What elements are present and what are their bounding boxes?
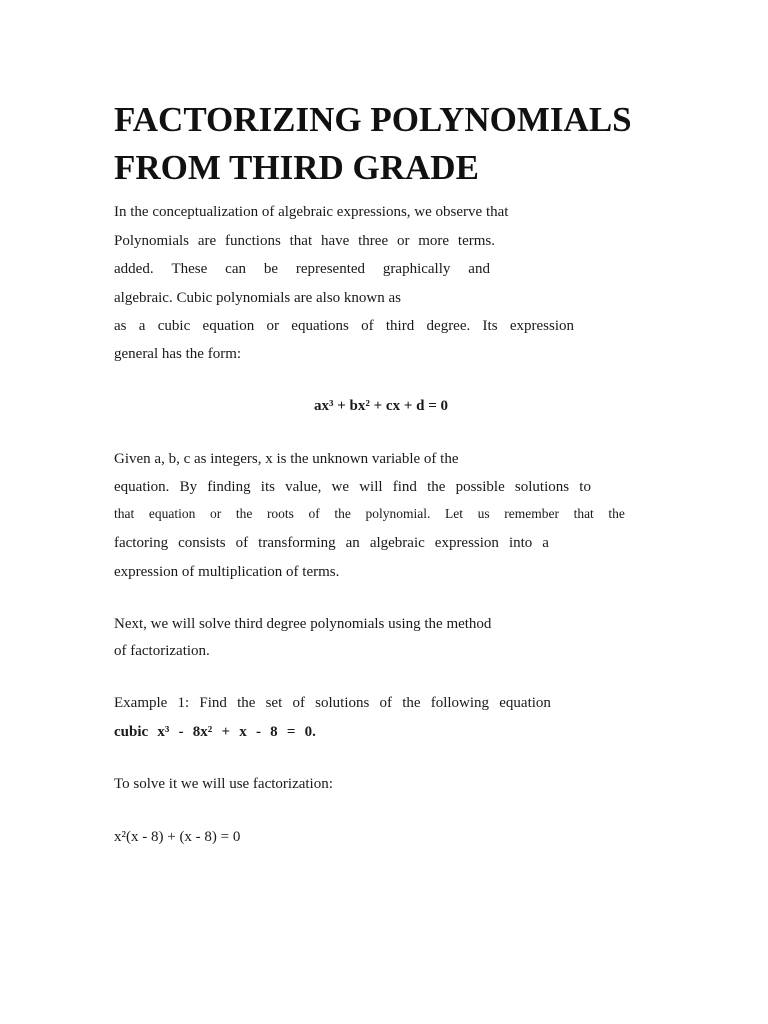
word: algebraic [369, 535, 425, 551]
word: remember [504, 506, 559, 521]
word: the [608, 506, 625, 521]
word: - [178, 724, 184, 740]
word: find [392, 479, 417, 495]
word: expression [509, 318, 574, 334]
word: of [361, 318, 374, 334]
word: are [197, 233, 217, 249]
word: into [508, 535, 533, 551]
word: Find [199, 695, 227, 711]
word: factoring [114, 535, 169, 551]
paragraph-line [114, 259, 490, 279]
word: third [385, 318, 415, 334]
paragraph-line [114, 316, 574, 336]
word: a [138, 318, 146, 334]
word: Example [114, 695, 168, 711]
example-equation [114, 722, 316, 742]
word: + [221, 724, 231, 740]
word: represented [295, 261, 366, 277]
word: equation [202, 318, 255, 334]
word: three [358, 233, 389, 249]
word: that [573, 506, 594, 521]
word: expression [434, 535, 499, 551]
word: x³ [157, 724, 170, 740]
word: cubic [157, 318, 191, 334]
word: the [402, 695, 421, 711]
word: = [286, 724, 296, 740]
word: the [235, 506, 253, 521]
word: or [396, 233, 410, 249]
word: a [542, 535, 549, 551]
paragraph-line: general has the form: [114, 346, 242, 362]
word: 8 [270, 724, 278, 740]
word: degree. [426, 318, 471, 334]
word: value, [285, 479, 322, 495]
word: 0. [304, 724, 316, 740]
word: the [334, 506, 351, 521]
paragraph-line [114, 477, 591, 497]
word: us [477, 506, 490, 521]
paragraph-line: In the conceptualization of algebraic expressions, we observe that [114, 204, 509, 220]
paragraph-line: of factorization. [114, 643, 210, 659]
word: following [430, 695, 490, 711]
word: equation [148, 506, 196, 521]
word: be [263, 261, 279, 277]
paragraph-line: expression of multiplication of terms. [114, 564, 340, 580]
word: of [235, 535, 249, 551]
word: functions [224, 233, 281, 249]
word: of [379, 695, 393, 711]
word: or [209, 506, 222, 521]
word: to [579, 479, 591, 495]
page-title [114, 96, 674, 192]
paragraph-line: algebraic. Cubic polynomials are also known as [114, 290, 402, 306]
step-intro: To solve it we will use factorization: [114, 776, 333, 792]
word: its [260, 479, 275, 495]
word: possible [455, 479, 505, 495]
paragraph-line [114, 231, 495, 251]
word: equations [291, 318, 349, 334]
word: will [359, 479, 383, 495]
word: polynomial. [365, 506, 431, 521]
word: that [289, 233, 313, 249]
word: By [179, 479, 198, 495]
word: 8x² [192, 724, 213, 740]
word: cubic [114, 724, 149, 740]
word: consists [178, 535, 226, 551]
paragraph-line: Next, we will solve third degree polynomials using the method [114, 616, 492, 632]
word: roots [266, 506, 294, 521]
paragraph-line [114, 504, 625, 524]
step-equation: x²(x - 8) + (x - 8) = 0 [114, 829, 241, 845]
paragraph-line [114, 533, 549, 553]
word: solutions [514, 479, 570, 495]
word: or [266, 318, 279, 334]
general-form-equation: ax³ + bx² + cx + d = 0 [313, 398, 449, 414]
word: that [114, 506, 135, 521]
word: of [292, 695, 305, 711]
example-line [114, 693, 551, 713]
word: and [468, 261, 490, 277]
word: equation [499, 695, 551, 711]
word: - [255, 724, 261, 740]
word: These [171, 261, 208, 277]
word: have [320, 233, 350, 249]
word: equation. [114, 479, 170, 495]
word: we [331, 479, 350, 495]
word: Polynomials [114, 233, 190, 249]
word: more [418, 233, 450, 249]
word: an [345, 535, 360, 551]
word: can [225, 261, 246, 277]
word: set [265, 695, 283, 711]
paragraph-line: Given a, b, c as integers, x is the unknown variable of the [114, 451, 459, 467]
word: of [308, 506, 320, 521]
word: transforming [258, 535, 336, 551]
word: terms. [457, 233, 495, 249]
word: solutions [315, 695, 370, 711]
word: 1: [177, 695, 190, 711]
title-line-2: FROM THIRD GRADE [114, 148, 479, 187]
word: the [237, 695, 256, 711]
word: as [114, 318, 127, 334]
word: x [239, 724, 247, 740]
word: graphically [382, 261, 451, 277]
word: Let [445, 506, 463, 521]
word: the [427, 479, 446, 495]
title-line-1: FACTORIZING POLYNOMIALS [114, 100, 632, 139]
word: finding [207, 479, 251, 495]
word: added. [114, 261, 154, 277]
word: Its [482, 318, 498, 334]
